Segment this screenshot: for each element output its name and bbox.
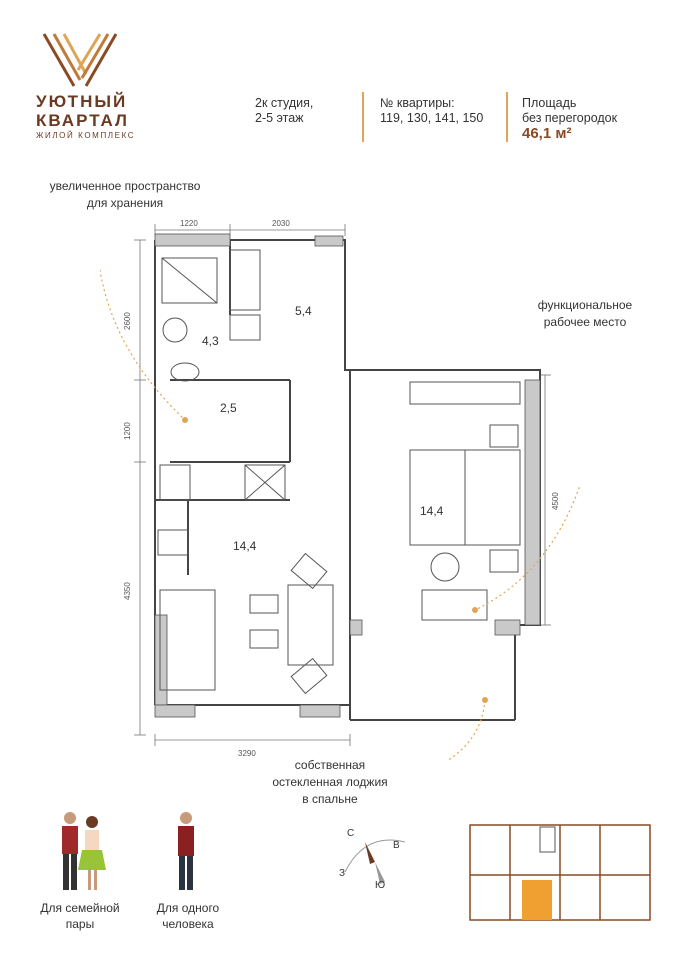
room-living-area: 14,4 [233,539,257,553]
bathroom-fixtures [162,258,260,381]
dim-top-left: 1220 [180,219,198,228]
wall-blocks [155,234,540,717]
callout-lines [100,200,580,760]
area-block [522,96,617,141]
brand-subtitle: ЖИЛОЙ КОМПЛЕКС [36,131,136,140]
audience-couple-line1: Для семейной [40,901,120,915]
apartment-numbers-value: 119, 130, 141, 150 [380,111,484,125]
audience-single-line1: Для одного [156,901,220,915]
audience-single-line2: человека [162,917,214,931]
compass-north: С [347,828,355,839]
note-storage-line2: для хранения [86,196,164,210]
dimension-lines [134,224,551,746]
dim-left-top: 2600 [123,312,132,330]
furniture [158,250,520,693]
room-bedroom-area: 14,4 [420,504,444,518]
dim-left-mid: 1200 [123,422,132,440]
brand-name-line2: КВАРТАЛ [36,111,129,130]
audience-couple-line2: пары [65,917,95,931]
dim-right: 4500 [551,492,560,510]
note-loggia [230,757,430,808]
apartment-floors: 2-5 этаж [255,111,304,125]
note-loggia-line2: остекленная лоджия [272,775,388,789]
compass-icon [335,822,415,897]
note-workspace-line2: рабочее место [543,315,627,329]
compass-west: З [339,868,346,879]
plan-walls [155,240,540,720]
dim-top-right: 2030 [272,219,290,228]
note-loggia-line3: в спальне [302,792,358,806]
callout-dots [182,417,488,703]
note-workspace-line1: функциональное [537,298,633,312]
audience-single [138,900,238,932]
room-hallway-area: 5,4 [295,304,312,318]
apartment-floor-plan [100,200,580,760]
brand-name-line1: УЮТНЫЙ [36,92,128,111]
compass-east: В [393,840,400,851]
audience-couple [25,900,135,932]
note-storage-line1: увеличенное пространство [49,179,201,193]
single-person-icon [178,812,194,890]
area-value: 46,1 м² [522,125,572,142]
header-divider [362,92,364,142]
apartment-type-line1: 2к студия, [255,96,314,110]
room-bathroom-area: 4,3 [202,334,219,348]
dim-left-bottom: 4350 [123,582,132,600]
apartment-numbers-label: № квартиры: [380,96,455,110]
area-label-line2: без перегородок [522,111,618,125]
audience-figures [50,810,250,900]
header-divider [506,92,508,142]
dim-bottom: 3290 [238,749,256,758]
highlighted-apartment [522,880,552,920]
apartment-numbers [380,96,483,126]
compass-south: Ю [375,880,386,891]
couple-icon [62,812,106,890]
note-loggia-line1: собственная [294,758,366,772]
area-label-line1: Площадь [522,96,577,110]
room-storage-area: 2,5 [220,401,237,415]
apartment-type [255,96,313,126]
building-key-plan [460,815,660,925]
